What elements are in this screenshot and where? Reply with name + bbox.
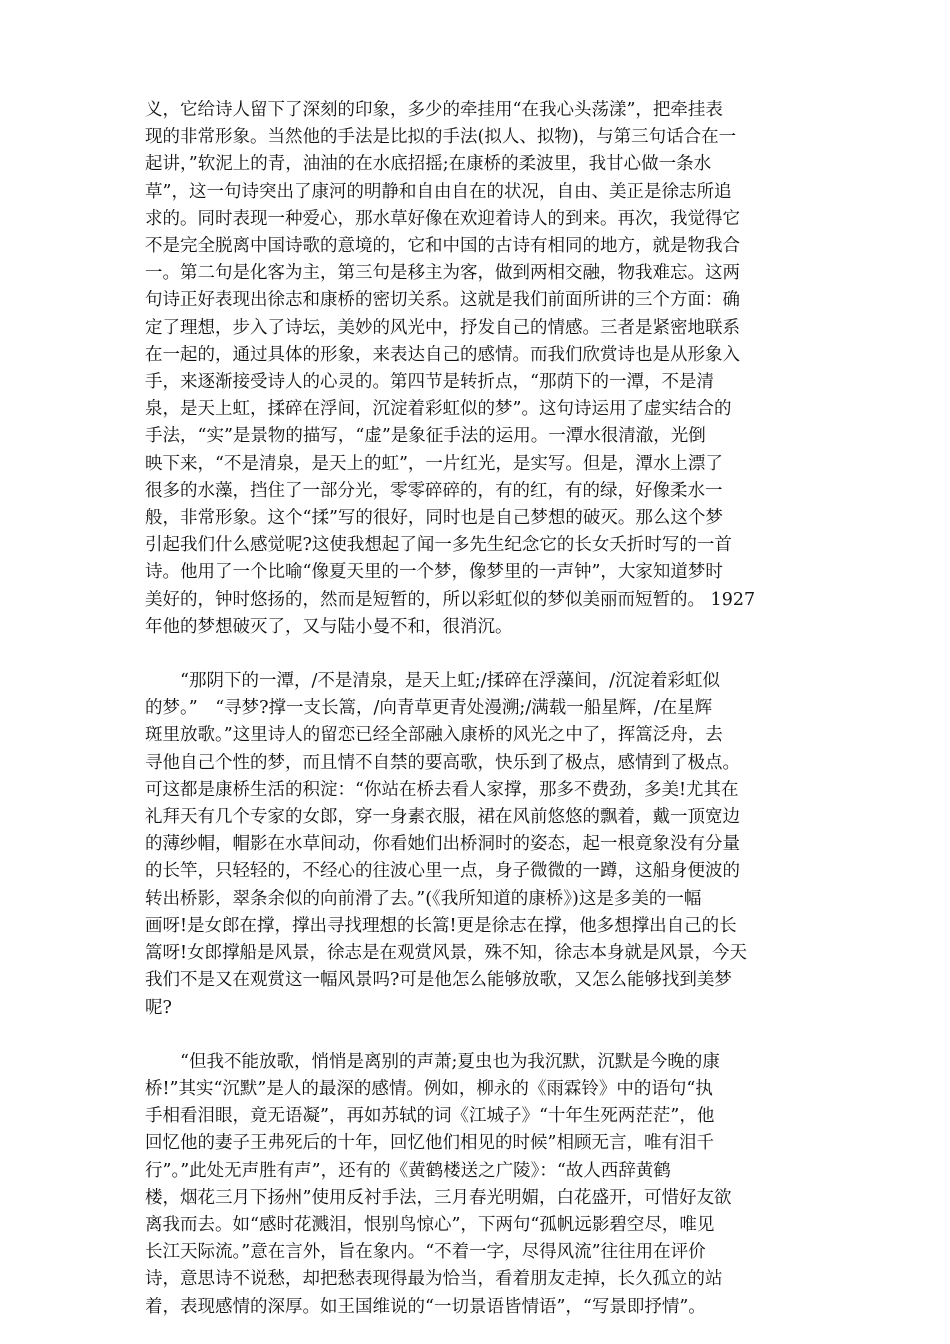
paragraph-spacer [145,1022,805,1049]
document-page [145,97,805,1321]
paragraph-1: 义，它给诗人留下了深刻的印象，多少的牵挂用“在我心头荡漾”，把牵挂表 现的非常形象。当然他的手法是比拟的手法(拟人、拟物)，与第三句话合在一 起讲，”软泥上的青，油油的在水底招摇;在康桥的柔波里，我甘心做一条水 草”，这一句诗突出了康河的明静和自由自在的状况，自由、美正是徐志所追 求的。同时表现一种爱心，那水草好像在欢迎着诗人的到来。再次，我觉得它 不是完全脱离中国诗歌的意境的，它和中国的古诗有相同的地方，就是物我合 一。第二句是化客为主，第三句是移主为客，做到两相交融，物我难忘。这两 句诗正好表现出徐志和康桥的密切关系。这就是我们前面所讲的三个方面：确 定了理想，步入了诗坛，美妙的风光中，抒发自己的情感。三者是紧密地联系 在一起的，通过具体的形象，来表达自己的感情。而我们欣赏诗也是从形象入 手，来逐渐接受诗人的心灵的。第四节是转折点，“那荫下的一潭，不是清 泉，是天上虹，揉碎在浮间，沉淀着彩虹似的梦”。这句诗运用了虚实结合的 手法，“实”是景物的描写，“虚”是象征手法的运用。一潭水很清澈，光倒 映下来，“不是清泉，是天上的虹”，一片红光，是实写。但是，潭水上漂了 很多的水藻，挡住了一部分光，零零碎碎的，有的红，有的绿，好像柔水一 般，非常形象。这个“揉”写的很好，同时也是自己梦想的破灭。那么这个梦 引起我们什么感觉呢?这使我想起了闻一多先生纪念它的长女夭折时写的一首 诗。他用了一个比喻“像夏天里的一个梦，像梦里的一声钟”，大家知道梦时 美好的，钟时悠扬的，然而是短暂的，所以彩虹似的梦似美丽而短暂的。 1927 年他的梦想破灭了，又与陆小曼不和，很消沉。 [145,100,756,637]
paragraph-3: “但我不能放歌，悄悄是离别的声萧;夏虫也为我沉默，沉默是今晚的康 桥!”其实“沉默”是人的最深的感情。例如，柳永的《雨霖铃》中的语句“执 手相看泪眼，竟无语凝”，再如苏轼的词《江城子》“十年生死两茫茫”，他 回忆他的妻子王弗死后的十年，回忆他们相见的时候”相顾无言，唯有泪千 行”。”此处无声胜有声”，还有的《黄鹤楼送之广陵》：“故人西辞黄鹤 楼，烟花三月下扬州”使用反衬手法，三月春光明媚，白花盛开，可惜好友欲 离我而去。如“感时花溅泪，恨别鸟惊心”，下两句“孤帆远影碧空尽，唯见 长江天际流。”意在言外，旨在象内。“不着一字，尽得风流”往往用在评价 诗，意思诗不说愁，却把愁表现得最为恰当，看着朋友走掉，长久孤立的站 着，表现感情的深厚。如王国维说的“一切景语皆情语”，“写景即抒情”。 [145,1051,732,1317]
paragraph-2: “那阴下的一潭，/不是清泉，是天上虹;/揉碎在浮藻间，/沉淀着彩虹似 的梦。” “寻梦?撑一支长篙，/向青草更青处漫溯;/满载一船星辉，/在星辉 斑里放歌。”这里诗人的留恋已经全部融入康桥的风光之中了，挥篙泛舟，去 寻他自己个性的梦，而且情不自禁的要高歌，快乐到了极点，感情到了极点。 可这都是康桥生活的积淀：“你站在桥去看人家撑，那多不费劲，多美!尤其在 礼拜天有几个专家的女郎，穿一身素衣服，裙在风前悠悠的飘着，戴一顶宽边 的薄纱帽，帽影在水草间动，你看她们出桥洞时的姿态，起一根竟象没有分量 的长竿，只轻轻的，不经心的往波心里一点，身子微微的一蹲，这船身便波的 转出桥影，翠条余似的向前滑了去。”(《我所知道的康桥》)这是多美的一幅 画呀!是女郎在撑，撑出寻找理想的长篙!更是徐志在撑，他多想撑出自己的长 篙呀!女郎撑船是风景，徐志是在观赏风景，殊不知，徐志本身就是风景，今天 我们不是又在观赏这一幅风景吗?可是他怎么能够放歌，又怎么能够找到美梦 呢? [145,671,748,1018]
paragraph-spacer [145,641,805,668]
